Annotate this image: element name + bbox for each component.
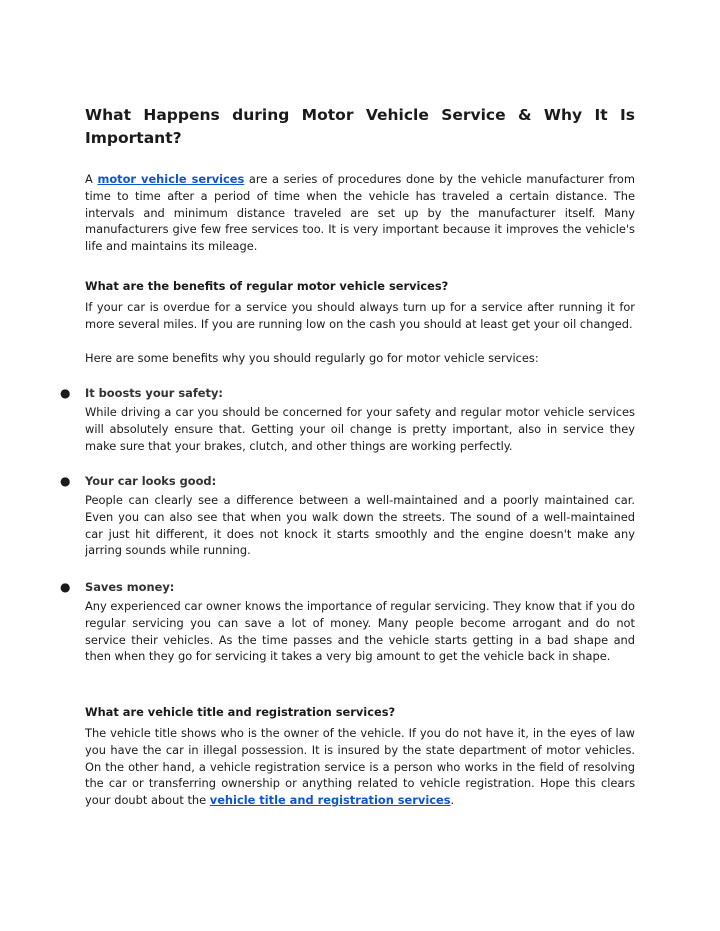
title-line-2: Important? [85,129,182,147]
list-item [60,385,635,401]
section-heading-registration: What are vehicle title and registration services? [85,705,396,719]
article-title [85,104,635,150]
bullet-text: While driving a car you should be concerned for your safety and regular motor vehicle services will absolutely ensure that. Getting your oil change is pretty important, also in service they make sure that your brakes, clutch, and other things are working perfectly. [85,405,635,453]
benefits-paragraph-1: If your car is overdue for a service you should always turn up for a service after running it for more several miles. If you are running low on the cash you should at least get your oil changed. [85,300,635,331]
motor-vehicle-services-link[interactable]: motor vehicle services [97,172,245,186]
benefits-paragraph-2: Here are some benefits why you should regularly go for motor vehicle services: [85,351,539,365]
registration-paragraph [85,725,635,809]
bullet-icon: ● [60,386,71,400]
list-item [60,579,635,595]
section-registration [85,704,635,720]
registration-text: The vehicle title shows who is the owner of the vehicle. If you do not have it, in the eyes of law you have the car in illegal possession. It is insured by the state department of motor vehicles. On the other hand, a vehicle registration service is a person who works in the field of resolving the car or transferring ownership or anything related to vehicle registration. Hope this clears your doubt about the [85,726,635,808]
bullet-heading: Saves money: [85,580,175,594]
bullet-icon: ● [60,580,71,594]
section-benefits [85,278,635,294]
bullet-text: People can clearly see a difference between a well-maintained and a poorly maintained car. Even you can also see that when you walk down the streets. The sound of a well-maintained car just hit different, it does not knock it starts smoothly and the engine doesn't make any jarring sounds while running. [85,493,635,558]
intro-prefix: A [85,172,98,186]
title-line-1: What Happens during Motor Vehicle Service & Why It Is [85,106,635,124]
intro-paragraph [85,171,635,255]
section-heading-benefits: What are the benefits of regular motor vehicle services? [85,279,449,293]
vehicle-title-registration-link[interactable]: vehicle title and registration services [209,793,451,808]
bullet-text: Any experienced car owner knows the importance of regular servicing. They know that if you do regular servicing you can save a lot of money. Many people become arrogant and do not service their vehicles. As the time passes and the vehicle starts getting in a bad shape and then when they go for servicing it takes a very big amount to get the vehicle back in shape. [85,599,635,664]
intro-rest: are a series of procedures done by the vehicle manufacturer from time to time after a period of time when the vehicle has traveled a certain distance. The intervals and minimum distance traveled are set up by the manufacturer itself. Many manufacturers give few free services too. It is very important because it improves the vehicle's life and maintains its mileage. [85,172,635,254]
list-item [60,473,635,489]
bullet-icon: ● [60,474,71,488]
bullet-heading: It boosts your safety: [85,386,223,400]
bullet-heading: Your car looks good: [85,474,217,488]
registration-end: . [450,793,455,808]
